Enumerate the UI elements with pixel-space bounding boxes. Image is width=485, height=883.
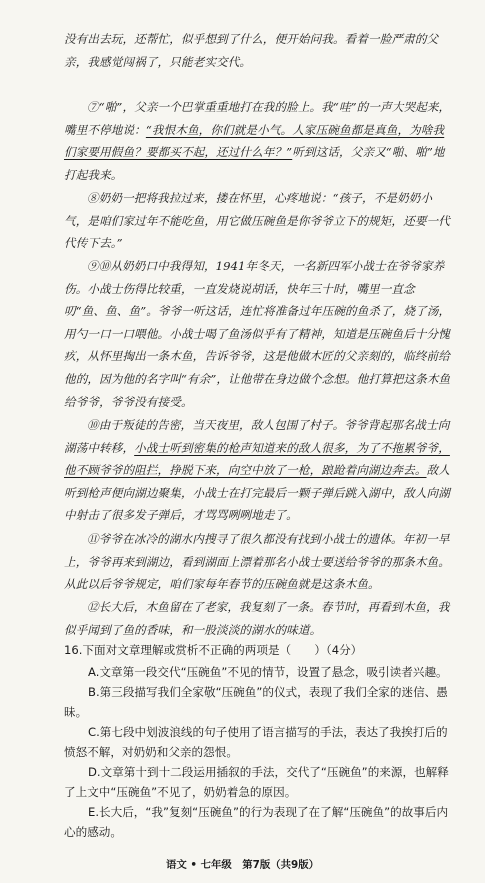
page-footer	[0, 856, 485, 871]
paragraph-intro	[64, 28, 454, 73]
option-text: C.第七段中划波浪线的句子使用了语言描写的手法，表达了我挨打后的愤怒不解，对奶奶和父亲的怨恨。	[64, 725, 448, 759]
option-e[interactable]	[64, 802, 454, 842]
paragraph-text: 敌人听到枪声便向湖边聚集，小战士在打完最后一颗子弹后跳入湖中，敌人向湖中射击了很多发子弹后，才骂骂咧咧地走了。	[64, 463, 450, 523]
option-text: A.文章第一段交代“压碗鱼”不见的情节，设置了悬念，吸引读者兴趣。	[88, 665, 448, 679]
option-b[interactable]	[64, 682, 454, 722]
option-text: E.长大后，“我”复刻“压碗鱼”的行为表现了在了解“压碗鱼”的故事后内心的感动。	[64, 805, 449, 839]
paragraph-text: ⑪爷爷在冰冷的湖水内搜寻了很久都没有找到小战士的遗体。年初一早上，爷爷再来到湖边，看到湖面上漂着那名小战士要送给爷爷的那条木鱼。从此以后爷爷规定，咱们家每年春节的压碗鱼就是这条木鱼。	[64, 532, 450, 592]
paragraph-text: ⑩由于叛徒的告密，当天夜里，敌人包围了村子。爷爷背起那名战士向湖荡中转移，	[64, 418, 450, 455]
option-d[interactable]	[64, 762, 454, 802]
paragraph-text: ⑧奶奶一把将我拉过来，搂在怀里，心疼地说：“孩子，不是奶奶小气，是咱们家过年不能吃鱼，用它做压碗鱼是你爷爷立下的规矩，还要一代代传下去。”	[64, 191, 450, 251]
wavy-underlined-sentence: “我恨木鱼，你们就是小气。人家压碗鱼都是真鱼，为啥我们家要用假鱼？要都买不起，还过什么年？”	[64, 122, 445, 160]
option-text: B.第三段描写我们全家敬“压碗鱼”的仪式，表现了我们全家的迷信、愚昧。	[64, 685, 448, 719]
option-a[interactable]	[64, 662, 454, 682]
question-16-stem	[64, 640, 454, 660]
option-text: D.文章第十到十二段运用插叙的手法，交代了“压碗鱼”的来源，也解释了上文中“压碗鱼”不见了，奶奶着急的原因。	[64, 765, 449, 799]
option-c[interactable]	[64, 722, 454, 762]
paragraph-text: 听到这话，父亲又“啪、啪”地打起我来。	[64, 145, 445, 182]
paragraph-text: ⑦“啪”，父亲一个巴掌重重地打在我的脸上。我“哇”的一声大哭起来，嘴里不停地说：	[64, 100, 451, 137]
paragraph-11	[64, 528, 454, 596]
underlined-sentence: 小战士听到密集的枪声知道来的敌人很多，为了不拖累爷爷，他不顾爷爷的阻拦，挣脱下来，向空中放了一枪，踉跄着向湖边奔去。	[64, 440, 450, 478]
footer-text: 语文 • 七年级 第7版（共9版）	[165, 859, 320, 871]
paragraph-text: 没有出去玩，还帮忙，似乎想到了什么，便开始问我。看着一脸严肃的父亲，我感觉闯祸了，只能老实交代。	[64, 32, 439, 69]
paragraph-text: ⑫长大后，木鱼留在了老家，我复刻了一条。春节时，再看到木鱼，我似乎闻到了鱼的香味，和一股淡淡的湖水的味道。	[64, 600, 450, 637]
paragraph-9	[64, 255, 454, 413]
paragraph-7	[64, 96, 454, 186]
paragraph-8	[64, 187, 454, 255]
paragraph-10	[64, 414, 454, 527]
question-stem-text: 16.下面对文章理解或赏析不正确的两项是（ ）（4分）	[64, 643, 363, 657]
paragraph-text: ⑨⑩从奶奶口中我得知，1941年冬天，一名新四军小战士在爷爷家养伤。小战士伤得比较重，一直发烧说胡话，快年三十时，嘴里一直念叨“鱼、鱼、鱼”。爷爷一听这话，连忙将准备过年压碗的鱼杀了，烧了汤，用勺一口一口喂他。小战士喝了鱼汤似乎有了精神，知道是压碗鱼后十分愧疚，从怀里掏出一条木鱼，告诉爷爷，这是他做木匠的父亲刻的，临终前给他的，因为他的名字叫“有余”，让他带在身边做个念想。他打算把这条木鱼给爷爷，爷爷没有接受。	[64, 259, 451, 409]
paragraph-12	[64, 596, 454, 641]
